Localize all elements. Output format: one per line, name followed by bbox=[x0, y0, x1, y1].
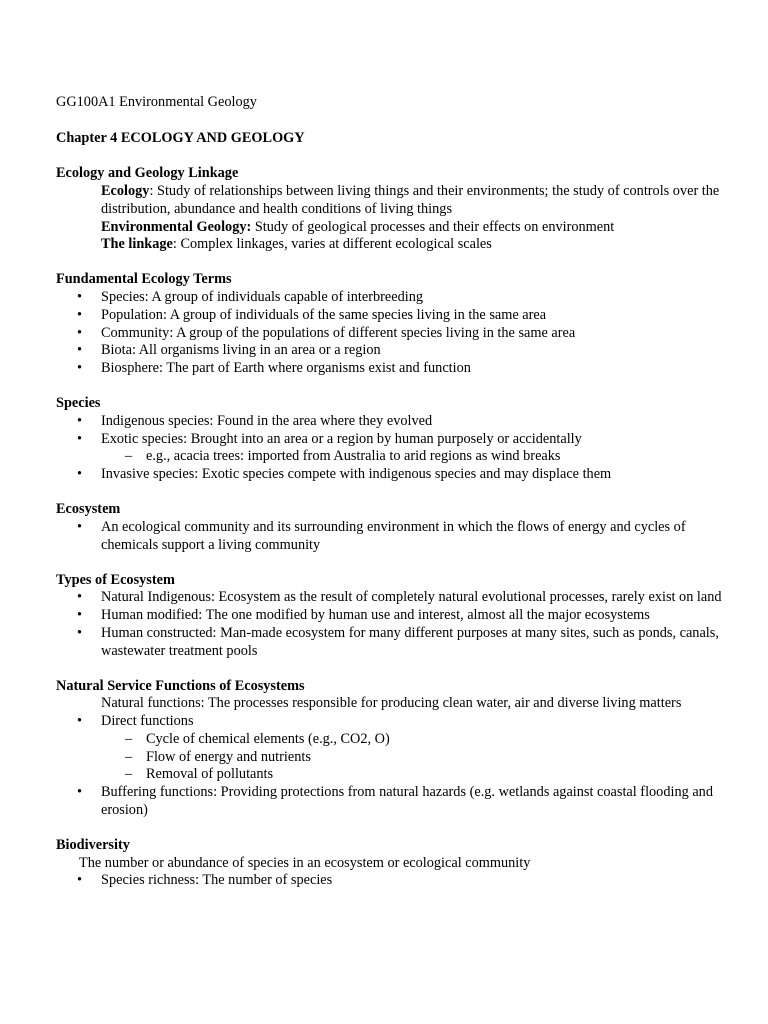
list-item-text: Human constructed: Man-made ecosystem for many different purposes at many sites, such as ponds, canals, wastewater treatment pools bbox=[101, 624, 719, 659]
bullet-icon: • bbox=[77, 589, 83, 606]
bullet-icon: • bbox=[77, 342, 83, 359]
list-item-text: Removal of pollutants bbox=[146, 766, 274, 783]
section-intro: Natural functions: The processes responsible for producing clean water, air and diverse living matters bbox=[101, 695, 682, 712]
section-heading: Ecology and Geology Linkage bbox=[56, 165, 239, 182]
bullet-icon: • bbox=[77, 306, 83, 323]
list-item bbox=[56, 342, 746, 360]
list-item-text: e.g., acacia trees: imported from Australia to arid regions as wind breaks bbox=[146, 448, 561, 465]
list-item-text: Biota: All organisms living in an area or a region bbox=[101, 342, 381, 359]
definition: : Study of relationships between living things and their environments; the study of controls over the distribution, abundance and health conditions of living things bbox=[101, 183, 720, 217]
term: Environmental Geology: bbox=[101, 218, 252, 235]
section-species bbox=[56, 395, 746, 484]
section-heading: Biodiversity bbox=[56, 836, 130, 853]
bullet-list bbox=[56, 872, 746, 890]
list-item bbox=[56, 607, 746, 625]
section-service-functions bbox=[56, 678, 746, 820]
dash-icon: – bbox=[125, 730, 133, 747]
list-item bbox=[56, 307, 746, 325]
definition: : Complex linkages, varies at different ecological scales bbox=[172, 236, 492, 253]
list-item-text: Population: A group of individuals of the same species living in the same area bbox=[101, 306, 547, 323]
dash-icon: – bbox=[125, 448, 133, 465]
bullet-list bbox=[56, 413, 746, 484]
list-item-text: Cycle of chemical elements (e.g., CO2, O) bbox=[146, 730, 390, 747]
list-item bbox=[56, 466, 746, 484]
document-body bbox=[56, 94, 746, 908]
list-item-text: Human modified: The one modified by human use and interest, almost all the major ecosystems bbox=[101, 607, 650, 624]
list-item bbox=[56, 289, 746, 307]
section-linkage bbox=[56, 165, 746, 254]
list-item bbox=[56, 625, 746, 660]
list-item bbox=[56, 519, 746, 554]
list-item-text: Species: A group of individuals capable of interbreeding bbox=[101, 289, 423, 306]
dash-icon: – bbox=[125, 766, 133, 783]
list-item-text: Natural Indigenous: Ecosystem as the result of completely natural evolutional processes, rarely exist on land bbox=[101, 589, 722, 606]
bullet-icon: • bbox=[77, 713, 83, 730]
bullet-icon: • bbox=[77, 359, 83, 376]
sub-list-item bbox=[56, 766, 746, 784]
list-item-text: Biosphere: The part of Earth where organisms exist and function bbox=[101, 359, 471, 376]
list-item bbox=[56, 413, 746, 431]
definition-environmental-geology bbox=[56, 219, 746, 237]
definition-linkage bbox=[56, 236, 746, 254]
list-item-text: Species richness: The number of species bbox=[101, 872, 333, 889]
list-item bbox=[56, 872, 746, 890]
list-item bbox=[56, 431, 746, 449]
bullet-list bbox=[56, 519, 746, 554]
section-heading: Fundamental Ecology Terms bbox=[56, 271, 232, 288]
list-item-text: Flow of energy and nutrients bbox=[146, 748, 311, 765]
list-item-text: Community: A group of the populations of different species living in the same area bbox=[101, 324, 576, 341]
bullet-icon: • bbox=[77, 784, 83, 800]
list-item bbox=[56, 713, 746, 731]
bullet-icon: • bbox=[77, 624, 83, 641]
bullet-icon: • bbox=[77, 518, 83, 535]
section-biodiversity bbox=[56, 837, 746, 890]
sub-list-item bbox=[56, 731, 746, 749]
section-types-of-ecosystem bbox=[56, 572, 746, 661]
definition-list bbox=[56, 183, 746, 254]
list-item bbox=[56, 325, 746, 343]
list-item-text: Buffering functions: Providing protections from natural hazards (e.g. wetlands against coastal flooding and erosion) bbox=[101, 784, 713, 818]
bullet-icon: • bbox=[77, 324, 83, 341]
section-heading: Ecosystem bbox=[56, 501, 121, 518]
term: The linkage bbox=[101, 236, 173, 253]
bullet-icon: • bbox=[77, 289, 83, 306]
section-fundamental-terms bbox=[56, 271, 746, 377]
section-ecosystem bbox=[56, 501, 746, 554]
course-title: GG100A1 Environmental Geology bbox=[56, 94, 257, 110]
term: Ecology bbox=[101, 183, 150, 200]
bullet-list bbox=[56, 589, 746, 660]
bullet-icon: • bbox=[77, 465, 83, 482]
list-item-text: An ecological community and its surrounding environment in which the flows of energy and cycles of chemicals support a living community bbox=[101, 518, 686, 553]
list-item bbox=[56, 784, 746, 819]
bullet-icon: • bbox=[77, 412, 83, 429]
list-item bbox=[56, 589, 746, 607]
list-item-text: Exotic species: Brought into an area or a region by human purposely or accidentally bbox=[101, 430, 582, 447]
sub-list-item bbox=[56, 448, 746, 466]
bullet-icon: • bbox=[77, 430, 83, 447]
definition: Study of geological processes and their effects on environment bbox=[251, 218, 615, 235]
chapter-title: Chapter 4 ECOLOGY AND GEOLOGY bbox=[56, 129, 305, 146]
list-item-text: Indigenous species: Found in the area where they evolved bbox=[101, 412, 433, 429]
section-heading: Natural Service Functions of Ecosystems bbox=[56, 677, 305, 694]
section-intro: The number or abundance of species in an ecosystem or ecological community bbox=[79, 854, 531, 871]
dash-icon: – bbox=[125, 748, 133, 765]
list-item-text: Direct functions bbox=[101, 713, 194, 730]
list-item-text: Invasive species: Exotic species compete with indigenous species and may displace them bbox=[101, 465, 612, 482]
list-item bbox=[56, 360, 746, 378]
bullet-icon: • bbox=[77, 872, 83, 889]
sub-list-item bbox=[56, 749, 746, 767]
section-heading: Types of Ecosystem bbox=[56, 571, 175, 588]
bullet-icon: • bbox=[77, 607, 83, 624]
bullet-list bbox=[56, 289, 746, 378]
section-heading: Species bbox=[56, 395, 101, 412]
bullet-list bbox=[56, 713, 746, 819]
definition-ecology bbox=[56, 183, 746, 218]
